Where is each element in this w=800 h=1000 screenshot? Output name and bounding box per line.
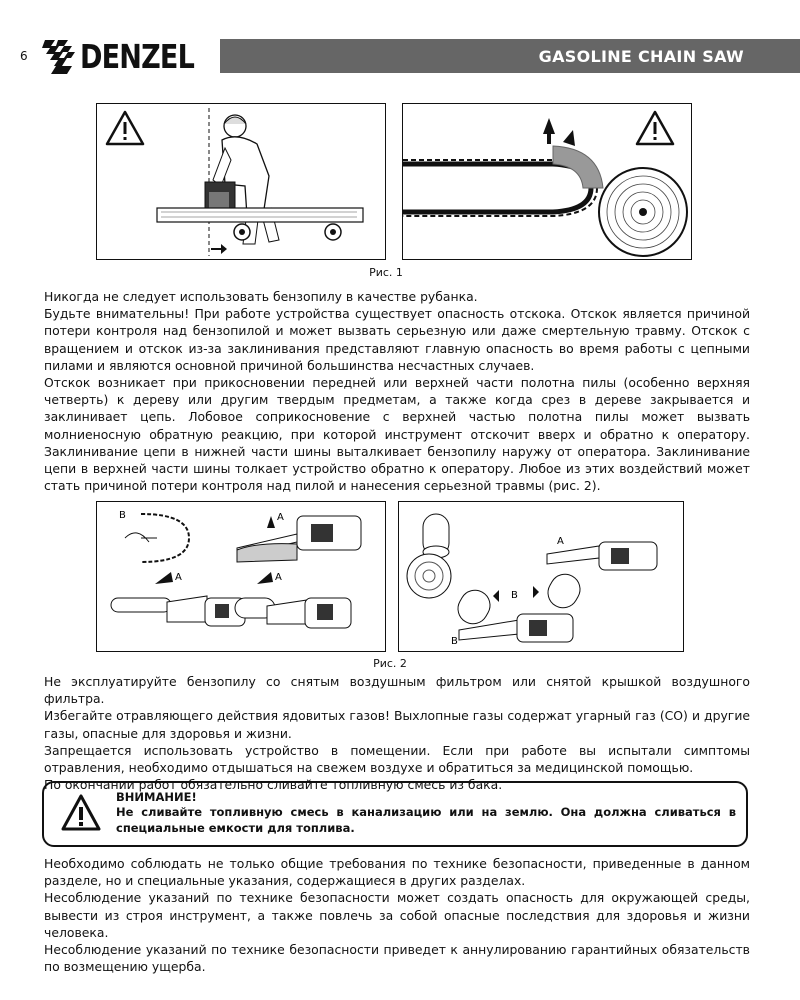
- warning-box: [42, 781, 748, 847]
- paragraph: Отскок возникает при прикосновении передней или верхней части полотна пилы (особенно верхняя четверть) к дереву или другим твердым предметам, а также когда срез в дереве закрывается и заклинивает цепь. Лобовое соприкосновение с верхней частью полотна пилы может вызвать молниеносную обратную реакцию, при которой инструмент отскочит вверх и обратно к оператору. Заклинивание цепи в нижней части шины выталкивает бензопилу наружу от оператора. Заклинивание цепи в верхней части шины толкает устройство обратно к оператору. Любое из этих воздействий может стать причиной потери контроля над пилой и нанесения серьезной травмы (рис. 2).: [44, 375, 750, 494]
- text-block-bottom: [44, 855, 750, 975]
- svg-text:A: A: [277, 512, 284, 523]
- figure1-caption: Рис. 1: [369, 266, 403, 279]
- warning-triangle-icon: [637, 112, 673, 144]
- header-bar: [220, 39, 800, 73]
- brand-logo: [42, 36, 219, 76]
- figure1-kickback-illustration: [402, 103, 692, 260]
- svg-text:A: A: [275, 572, 282, 583]
- paragraph: Избегайте отравляющего действия ядовитых газов! Выхлопные газы содержат угарный газ (CO) и другие газы, опасные для здоровья и жизни.: [44, 708, 750, 741]
- svg-text:A: A: [557, 536, 564, 547]
- figure2-pinch-illustration: [398, 501, 684, 652]
- paragraph: Будьте внимательны! При работе устройства существует опасность отскока. Отскок является причиной потери контроля над бензопилой и может вызвать серьезную или даже смертельную травму. Отскок с вращением и отскок из-за заклинивания представляют главную опасность во время работы с цепными пилами и являются основной причиной большинства несчастных случаев.: [44, 306, 750, 373]
- svg-text:B: B: [511, 590, 518, 601]
- paragraph: По окончании работ обязательно сливайте топливную смесь из бака.: [44, 777, 503, 793]
- brand-name: DENZEL: [80, 36, 195, 76]
- figure2-kickback-types-illustration: [96, 501, 386, 652]
- warning-body: Не сливайте топливную смесь в канализацию или на землю. Она должна сливаться в специальные емкости для топлива.: [116, 805, 736, 835]
- paragraph: Необходимо соблюдать не только общие требования по технике безопасности, приведенные в данном разделе, но и специальные указания, содержащиеся в других разделах.: [44, 856, 750, 889]
- paragraph: Несоблюдение указаний по технике безопасности может создать опасность для окружающей среды, вывести из строя инструмент, а также повлечь за собой опасные последствия для здоровья и жизни человека.: [44, 890, 750, 940]
- paragraph: Не эксплуатируйте бензопилу со снятым воздушным фильтром или снятой крышкой воздушного фильтра.: [44, 674, 750, 707]
- paragraph: Никогда не следует использовать бензопилу в качестве рубанка.: [44, 289, 478, 304]
- document-title: GASOLINE CHAIN SAW: [538, 47, 744, 66]
- svg-text:B: B: [451, 636, 458, 647]
- figure2-caption: Рис. 2: [373, 657, 407, 670]
- text-block-top: [44, 288, 750, 494]
- page-number: 6: [20, 49, 28, 63]
- paragraph: Запрещается использовать устройство в помещении. Если при работе вы испытали симптомы отравления, необходимо отдышаться на свежем воздухе и обратиться за медицинской помощью.: [44, 742, 750, 776]
- warning-title: ВНИМАНИЕ!: [116, 790, 197, 804]
- figure2-label-b: B: [119, 510, 126, 521]
- brand-emblem-icon: [42, 38, 76, 74]
- text-block-mid: [44, 673, 750, 793]
- figure1-operator-illustration: [96, 103, 386, 260]
- warning-triangle-icon: [60, 793, 102, 833]
- svg-text:A: A: [175, 572, 182, 583]
- paragraph: Несоблюдение указаний по технике безопасности приведет к аннулированию гарантийных обязательств по возмещению ущерба.: [44, 942, 750, 975]
- warning-triangle-icon: [107, 112, 143, 144]
